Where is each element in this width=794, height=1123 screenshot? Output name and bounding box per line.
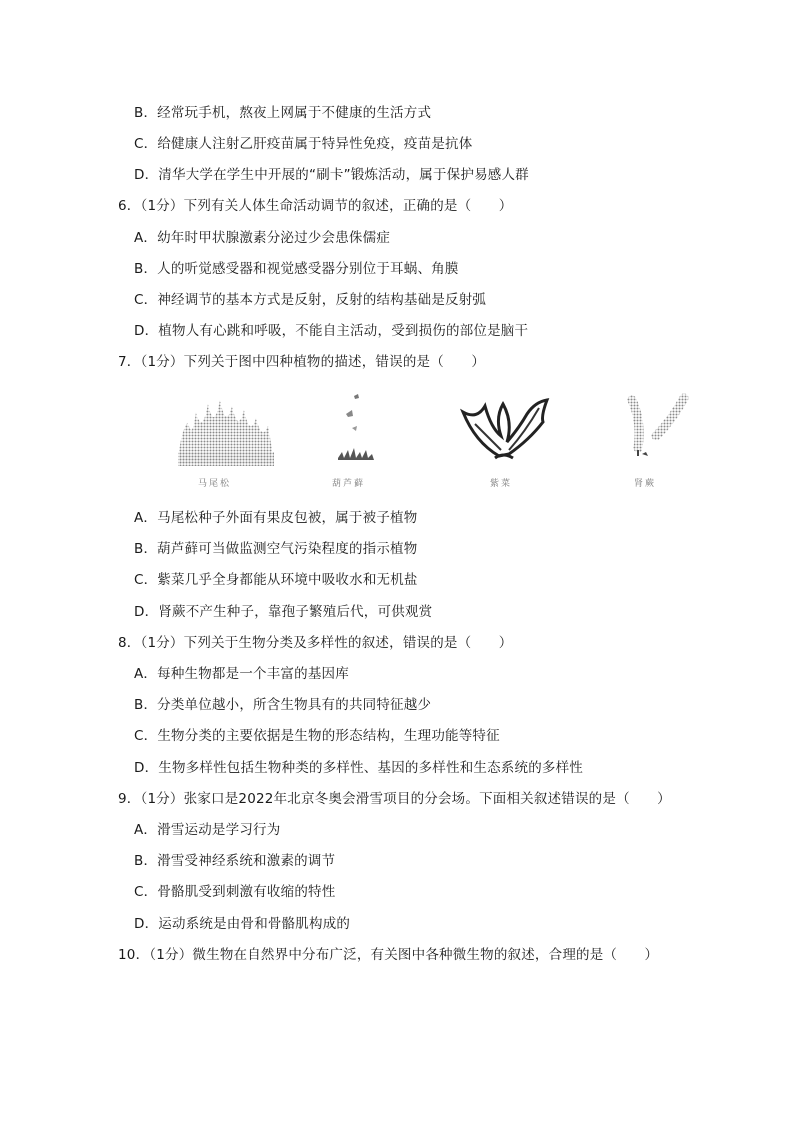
q7-option-a: A．马尾松种子外面有果皮包被，属于被子植物 — [134, 510, 418, 526]
q5-option-c: C．给健康人注射乙肝疫苗属于特异性免疫，疫苗是抗体 — [134, 136, 473, 152]
q9-option-d: D．运动系统是由骨和骨骼肌构成的 — [134, 916, 351, 932]
q9-option-a: A．滑雪运动是学习行为 — [134, 822, 281, 838]
q8-option-a: A．每种生物都是一个丰富的基因库 — [134, 666, 349, 682]
plant-caption-1: 马尾松 — [198, 479, 232, 489]
q6-option-b: B．人的听觉感受器和视觉感受器分别位于耳蜗、角膜 — [134, 261, 459, 277]
plant-caption-2: 葫芦藓 — [332, 479, 366, 489]
q9-option-b: B．滑雪受神经系统和激素的调节 — [134, 853, 336, 869]
q9-stem: 9．（1分）张家口是2022年北京冬奥会滑雪项目的分会场。下面相关叙述错误的是（ ） — [118, 791, 671, 807]
q7-option-c: C．紫菜几乎全身都能从环境中吸收水和无机盐 — [134, 572, 418, 588]
q7-stem: 7．（1分）下列关于图中四种植物的描述，错误的是（ ） — [118, 354, 486, 370]
q6-stem: 6．（1分）下列有关人体生命活动调节的叙述，正确的是（ ） — [118, 198, 513, 214]
kidney-fern-image — [612, 392, 702, 472]
q7-option-d: D．肾蕨不产生种子，靠孢子繁殖后代，可供观赏 — [134, 604, 433, 620]
q5-option-b: B．经常玩手机，熬夜上网属于不健康的生活方式 — [134, 105, 432, 121]
q5-option-d: D．清华大学在学生中开展的“刷卡”锻炼活动，属于保护易感人群 — [134, 167, 529, 183]
q8-option-d: D．生物多样性包括生物种类的多样性、基因的多样性和生态系统的多样性 — [134, 760, 583, 776]
plant-caption-3: 紫菜 — [490, 479, 513, 489]
q6-option-c: C．神经调节的基本方式是反射，反射的结构基础是反射弧 — [134, 292, 487, 308]
q8-option-c: C．生物分类的主要依据是生物的形态结构，生理功能等特征 — [134, 728, 500, 744]
laver-image — [455, 392, 555, 472]
q8-option-b: B．分类单位越小，所含生物具有的共同特征越少 — [134, 697, 432, 713]
q6-option-d: D．植物人有心跳和呼吸，不能自主活动，受到损伤的部位是脑干 — [134, 323, 529, 339]
q7-plants-figure — [150, 392, 710, 502]
q9-option-c: C．骨骼肌受到刺激有收缩的特性 — [134, 884, 336, 900]
q10-stem: 10．（1分）微生物在自然界中分布广泛，有关图中各种微生物的叙述，合理的是（ ） — [118, 947, 659, 963]
plant-caption-4: 肾蕨 — [634, 479, 657, 489]
q8-stem: 8．（1分）下列关于生物分类及多样性的叙述，错误的是（ ） — [118, 635, 513, 651]
q7-option-b: B．葫芦藓可当做监测空气污染程度的指示植物 — [134, 541, 418, 557]
moss-image — [328, 392, 388, 472]
q6-option-a: A．幼年时甲状腺激素分泌过少会患侏儒症 — [134, 230, 391, 246]
masson-pine-image — [170, 392, 280, 472]
